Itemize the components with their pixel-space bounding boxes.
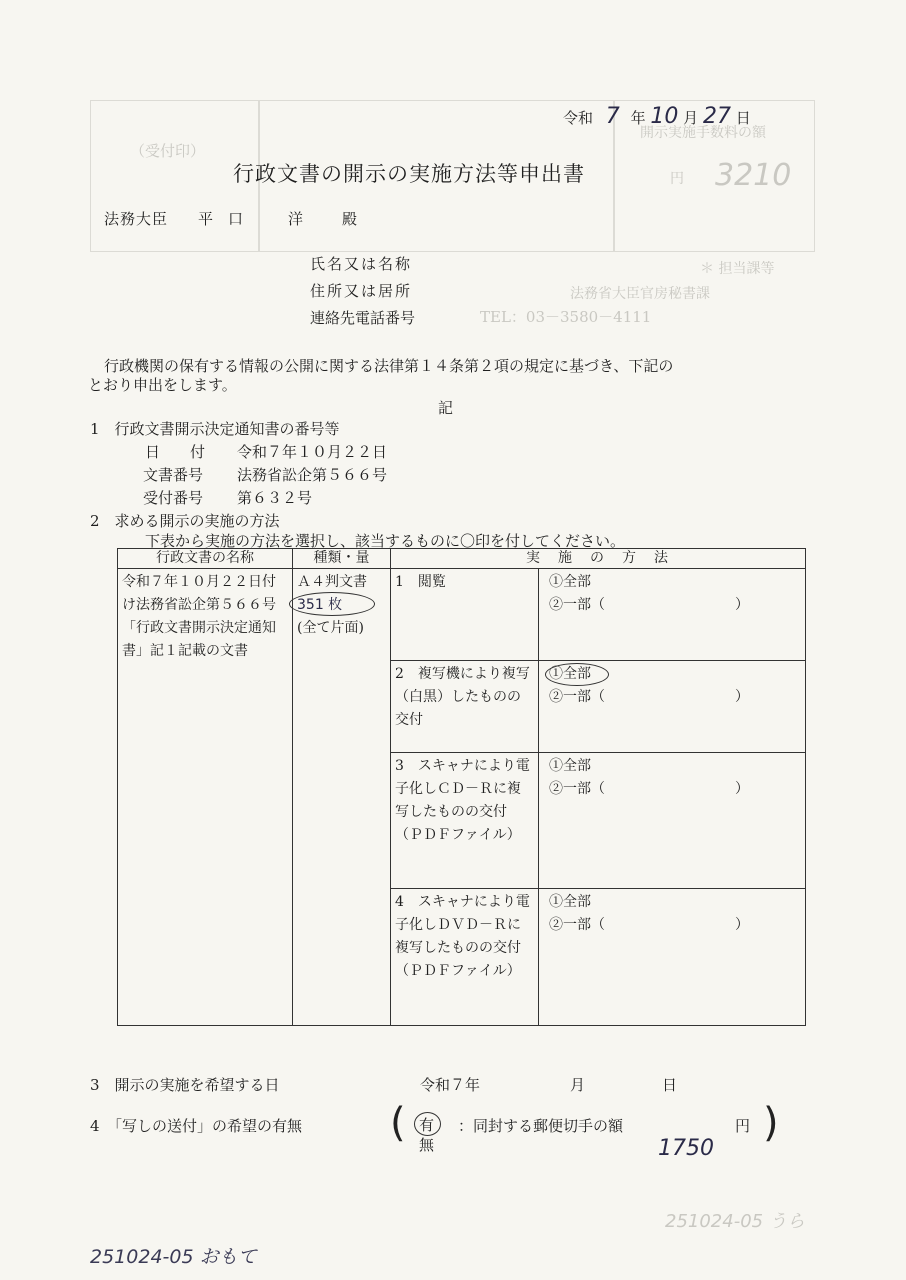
date-month: 10 — [650, 104, 679, 129]
method-4-option-all[interactable]: ①全部 — [549, 894, 591, 910]
bleed-ref: 251024-05 うら — [665, 1211, 805, 1232]
addressee-name: 平 口 洋 — [198, 210, 304, 228]
method-3-num: 3 — [395, 758, 404, 774]
method-table — [117, 548, 806, 1026]
method-4-partial-text: ②一部（ — [549, 917, 605, 933]
section4-no[interactable]: 無 — [419, 1136, 435, 1154]
header-doc-name: 行政文書の名称 — [118, 549, 293, 569]
intro-text-2: とおり申出をします。 — [88, 376, 237, 394]
method-3-option-all[interactable]: ①全部 — [549, 758, 591, 774]
addressee-title: 法務大臣 — [104, 210, 169, 228]
section3-era: 令和７年 — [420, 1076, 481, 1094]
method-1-partial-text: ②一部（ — [549, 597, 605, 613]
method-2-option-all[interactable]: ①全部 — [549, 666, 591, 682]
section1-docnum-value: 法務省訟企第５６６号 — [237, 466, 388, 484]
method-1-label: 閲覧 — [417, 574, 446, 590]
stamp-amount: 1750 — [658, 1136, 714, 1161]
left-bracket: ( — [390, 1100, 406, 1146]
section1-recnum-label: 受付番号 — [143, 489, 204, 507]
method-3-label-cell — [391, 753, 539, 889]
method-3-label: スキャナにより電子化しＣＤ－Ｒに複写したものの交付（ＰＤＦファイル） — [395, 758, 530, 843]
doc-note: (全て片面) — [297, 620, 364, 636]
section4-heading: 4 「写しの送付」の希望の有無 — [90, 1117, 303, 1135]
yes-circle-mark — [414, 1112, 441, 1136]
bleed-tel: TEL：03－3580－4111 — [480, 308, 652, 326]
date-year: 7 — [605, 104, 620, 129]
method-2-options — [539, 661, 806, 753]
kind-cell — [293, 569, 391, 1026]
intro-text-1: 行政機関の保有する情報の公開に関する法律第１４条第２項の規定に基づき、下記の — [104, 357, 674, 375]
bleed-dept-value: 法務省大臣官房秘書課 — [570, 286, 710, 302]
section3-day: 日 — [662, 1076, 678, 1094]
date-month-label: 月 — [683, 109, 699, 127]
method-4-option-partial[interactable] — [549, 914, 801, 937]
section1-date-value: 令和７年１０月２２日 — [237, 443, 388, 461]
method-1-option-partial[interactable] — [549, 594, 801, 617]
method-1-partial-close: ） — [735, 597, 749, 613]
method-1-option-all[interactable]: ①全部 — [549, 574, 591, 590]
applicant-address-label: 住所又は居所 — [310, 282, 413, 300]
applicant-name-label: 氏名又は名称 — [310, 255, 413, 273]
section4-stamp-label: ：同封する郵便切手の額 — [458, 1117, 624, 1135]
method-4-partial-close: ） — [735, 917, 749, 933]
section3-heading: 3 開示の実施を希望する日 — [90, 1076, 280, 1094]
section3-month: 月 — [570, 1076, 586, 1094]
section1-docnum-label: 文書番号 — [143, 466, 204, 484]
header-method: 実 施 の 方 法 — [391, 549, 806, 569]
date-day: 27 — [702, 104, 731, 129]
bleed-fee-label: 開示実施手数料の額 — [640, 125, 766, 141]
selected-circle-mark — [545, 663, 609, 686]
method-3-options — [539, 753, 806, 889]
right-bracket: ) — [763, 1100, 779, 1146]
method-4-label-cell — [391, 889, 539, 1026]
method-4-options — [539, 889, 806, 1026]
method-1-label-cell — [391, 569, 539, 661]
section2-heading: 2 求める開示の実施の方法 — [90, 512, 280, 530]
doc-name-cell — [118, 569, 293, 1026]
bleed-fee-amount: 3210 — [715, 158, 792, 193]
section1-recnum-value: 第６３２号 — [237, 489, 313, 507]
doc-name-text: 令和７年１０月２２日付け法務省訟企第５６６号「行政文書開示決定通知書」記１記載の文書 — [122, 574, 276, 659]
method-3-option-partial[interactable] — [549, 778, 801, 801]
header-kind-amount: 種類・量 — [293, 549, 391, 569]
method-2-label: 複写機により複写（白黒）したものの交付 — [395, 666, 530, 728]
bleed-received-stamp: （受付印） — [130, 142, 206, 160]
handwritten-footer-ref: 251024-05 おもて — [90, 1246, 257, 1268]
date-year-label: 年 — [630, 109, 646, 127]
section1-date-label: 日 付 — [145, 443, 206, 461]
method-1-num: 1 — [395, 574, 404, 590]
method-3-partial-close: ） — [735, 781, 749, 797]
date-era: 令和 — [563, 109, 594, 127]
method-2-partial-text: ②一部（ — [549, 689, 605, 705]
method-2-num: 2 — [395, 666, 404, 682]
ki-label: 記 — [438, 399, 454, 417]
method-4-num: 4 — [395, 894, 404, 910]
addressee-honorific: 殿 — [342, 210, 358, 228]
count-circle-mark — [289, 592, 375, 616]
section4-yen: 円 — [735, 1117, 751, 1135]
applicant-phone-label: 連絡先電話番号 — [310, 309, 416, 327]
method-2-label-cell — [391, 661, 539, 753]
method-2-option-partial[interactable] — [549, 686, 801, 709]
bleed-fee-unit: 円 — [670, 171, 684, 187]
method-1-options — [539, 569, 806, 661]
section1-heading: 1 行政文書開示決定通知書の番号等 — [90, 420, 340, 438]
section2-instruction: 下表から実施の方法を選択し、該当するものに〇印を付してください。 — [145, 532, 626, 550]
section4-yes[interactable]: 有 — [419, 1116, 435, 1134]
date-line — [563, 104, 751, 129]
page-title: 行政文書の開示の実施方法等申出書 — [233, 162, 585, 186]
method-2-partial-close: ） — [735, 689, 749, 705]
doc-kind: Ａ４判文書 — [297, 574, 367, 590]
date-day-label: 日 — [735, 109, 751, 127]
bleed-dept-label: ＊ 担当課等 — [700, 261, 775, 277]
method-3-partial-text: ②一部（ — [549, 781, 605, 797]
method-4-label: スキャナにより電子化しＤＶＤ－Ｒに複写したものの交付（ＰＤＦファイル） — [395, 894, 530, 979]
doc-count: 351 枚 — [297, 597, 343, 613]
